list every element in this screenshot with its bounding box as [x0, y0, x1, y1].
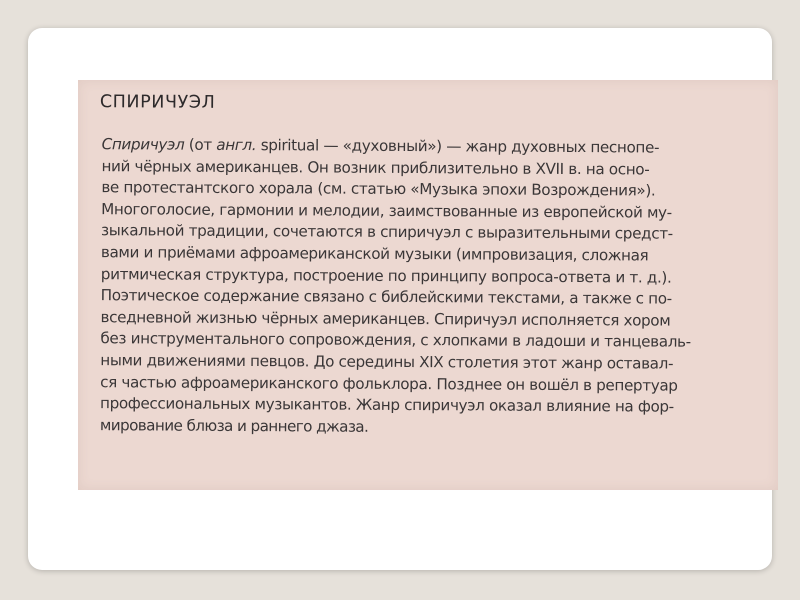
- article-line: профессиональных музыкантов. Жанр спиричуэл оказал влияние на фор-: [99, 394, 674, 416]
- article-heading: СПИРИЧУЭЛ: [99, 92, 216, 113]
- lead-language-abbrev: англ.: [216, 135, 257, 155]
- article-line: ний чёрных американцев. Он возник приблизительно в XVII в. на осно-: [101, 156, 650, 179]
- article-line: без инструментального сопровождения, с хлопками в ладоши и танцеваль-: [100, 329, 691, 352]
- article-line: зыкальной традиции, сочетаются в спиричуэл с выразительными средст-: [101, 221, 673, 244]
- article-line: ся частью афроамериканского фольклора. Позднее он вошёл в репертуар: [100, 372, 678, 395]
- scanned-article-content: [78, 80, 778, 490]
- article-line: вами и приёмами афроамериканской музыки (импровизация, сложная: [100, 243, 649, 265]
- article-line: ве протестантского хорала (см. статью «Музыка эпохи Возрождения»).: [101, 178, 656, 200]
- article-line: ными движениями певцов. До середины XIX столетия этот жанр оставал-: [100, 351, 674, 373]
- article-line: вседневной жизнью чёрных американцев. Спиричуэл исполняется хором: [100, 307, 671, 330]
- article-line: мирование блюза и раннего джаза.: [99, 415, 369, 436]
- lead-text-open: (от: [184, 135, 217, 154]
- slide-card: [28, 28, 772, 570]
- article-line: Поэтическое содержание связано с библейскими текстами, а также с по-: [100, 286, 672, 308]
- lead-term: Спиричуэл: [101, 135, 185, 154]
- article-line: Многоголосие, гармонии и мелодии, заимствованные из европейской му-: [101, 199, 672, 222]
- lead-text: spiritual — «духовный») — жанр духовных песнопе-: [256, 136, 660, 157]
- article-line: ритмическая структура, построение по принципу вопроса-ответа и т. д.).: [100, 264, 672, 287]
- article-body: [100, 134, 778, 440]
- scanned-article-image: [78, 80, 778, 490]
